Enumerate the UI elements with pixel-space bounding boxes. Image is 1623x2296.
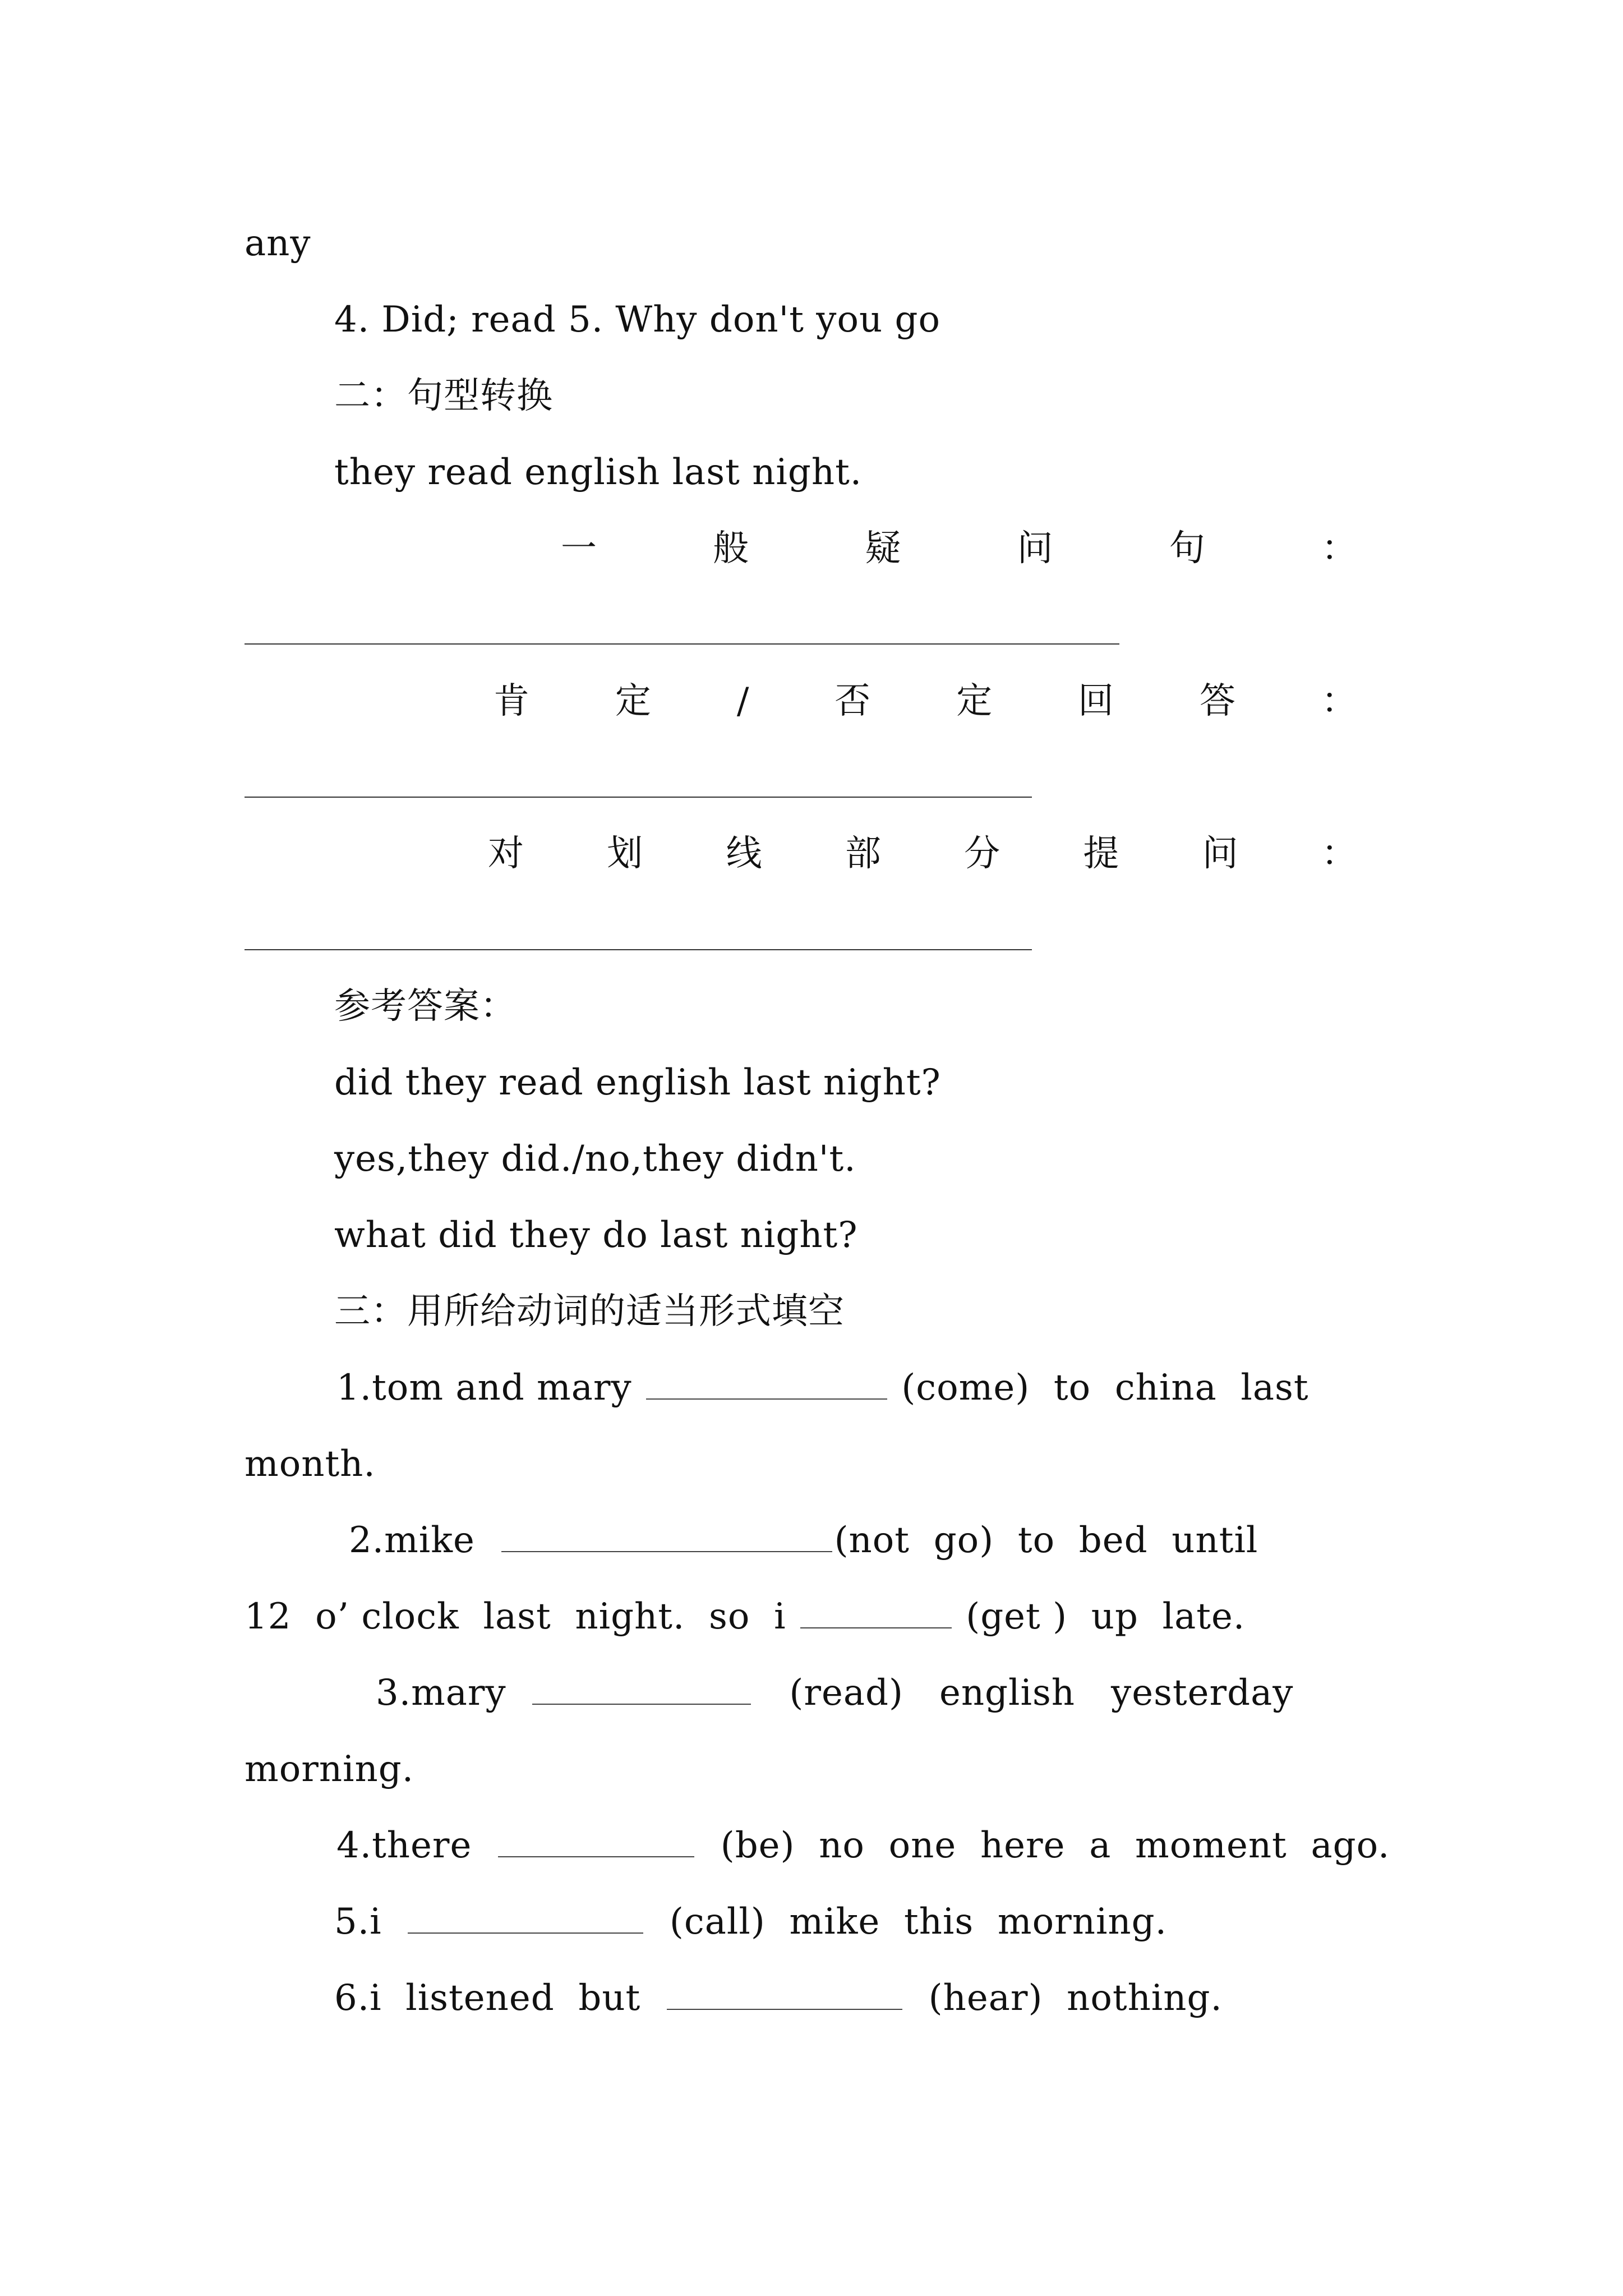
- char: 部: [845, 833, 881, 875]
- section-heading-three: 三：用所给动词的适当形式填空: [334, 1291, 845, 1332]
- reference-answer-heading: 参考答案：: [334, 986, 517, 1027]
- fill-blank[interactable]: [408, 1901, 643, 1934]
- exercise-6-line: [334, 1976, 1223, 2021]
- answer-line-yes-no: [245, 797, 1032, 798]
- char: 般: [713, 528, 749, 569]
- char: 问: [1017, 528, 1053, 569]
- char: 线: [726, 833, 762, 875]
- exercise-text: 4.there: [336, 1825, 472, 1866]
- exercise-text: (hear) nothing.: [928, 1977, 1223, 2019]
- section-heading-two: 二：句型转换: [334, 375, 553, 417]
- char: 一: [561, 528, 597, 569]
- exercise-text: (get ) up late.: [966, 1596, 1246, 1637]
- exercise-1-line: [336, 1365, 1309, 1410]
- exercise-text: 6.i listened but: [334, 1977, 641, 2019]
- exercise-2-line: [349, 1518, 1258, 1563]
- exercise-text: 12 o’ clock last night. so i: [245, 1596, 786, 1637]
- char: 对: [488, 833, 524, 875]
- exercise-3-line: [376, 1671, 1293, 1715]
- exercise-2-continuation: [245, 1594, 1245, 1639]
- char: 分: [964, 833, 1000, 875]
- text-line-answers-4-5: 4. Did; read 5. Why don't you go: [334, 299, 941, 341]
- exercise-text: (be) no one here a moment ago.: [720, 1825, 1390, 1866]
- char: 定: [956, 680, 993, 722]
- char: ：: [1321, 680, 1357, 722]
- text-line-any: any: [245, 223, 311, 264]
- fill-blank[interactable]: [498, 1825, 694, 1857]
- prompt-underlined-question: [488, 831, 1357, 876]
- char: 肯: [494, 680, 529, 722]
- prompt-general-question: [561, 526, 1357, 571]
- char: ：: [1321, 833, 1357, 875]
- exercise-text: (read) english yesterday: [789, 1672, 1294, 1714]
- char: 定: [615, 680, 651, 722]
- exercise-text: (not go) to bed until: [834, 1520, 1258, 1561]
- exercise-3-continuation: morning.: [245, 1749, 414, 1790]
- prompt-yes-no-answer: [494, 679, 1357, 724]
- char: 回: [1078, 680, 1114, 722]
- answer-line-2: yes,they did./no,they didn't.: [334, 1138, 856, 1180]
- exercise-text: (call) mike this morning.: [669, 1901, 1167, 1943]
- exercise-text: 3.mary: [376, 1672, 506, 1714]
- char: 问: [1202, 833, 1238, 875]
- exercise-text: 1.tom and mary: [336, 1367, 632, 1409]
- answer-line-general-question: [245, 643, 1119, 645]
- char: /: [736, 680, 749, 722]
- exercise-1-continuation: month.: [245, 1443, 376, 1485]
- fill-blank[interactable]: [501, 1520, 832, 1552]
- exercise-text: 5.i: [334, 1901, 382, 1943]
- char: 否: [834, 680, 871, 722]
- answer-line-3: what did they do last night?: [334, 1214, 858, 1256]
- fill-blank[interactable]: [800, 1596, 952, 1628]
- answer-line-1: did they read english last night?: [334, 1062, 941, 1103]
- exercise-4-line: [336, 1823, 1390, 1868]
- fill-blank[interactable]: [667, 1977, 902, 2010]
- char: 提: [1083, 833, 1119, 875]
- fill-blank[interactable]: [646, 1367, 887, 1400]
- answer-line-underlined: [245, 949, 1032, 950]
- char: 划: [607, 833, 643, 875]
- exercise-text: 2.mike: [349, 1520, 475, 1561]
- text-line-sentence: they read english last night.: [334, 452, 863, 493]
- fill-blank[interactable]: [532, 1672, 751, 1705]
- char: 句: [1169, 528, 1205, 569]
- exercise-5-line: [334, 1899, 1167, 1944]
- exercise-text: (come) to china last: [901, 1367, 1309, 1409]
- char: 疑: [865, 528, 901, 569]
- char: 答: [1200, 680, 1235, 722]
- char: ：: [1321, 528, 1357, 569]
